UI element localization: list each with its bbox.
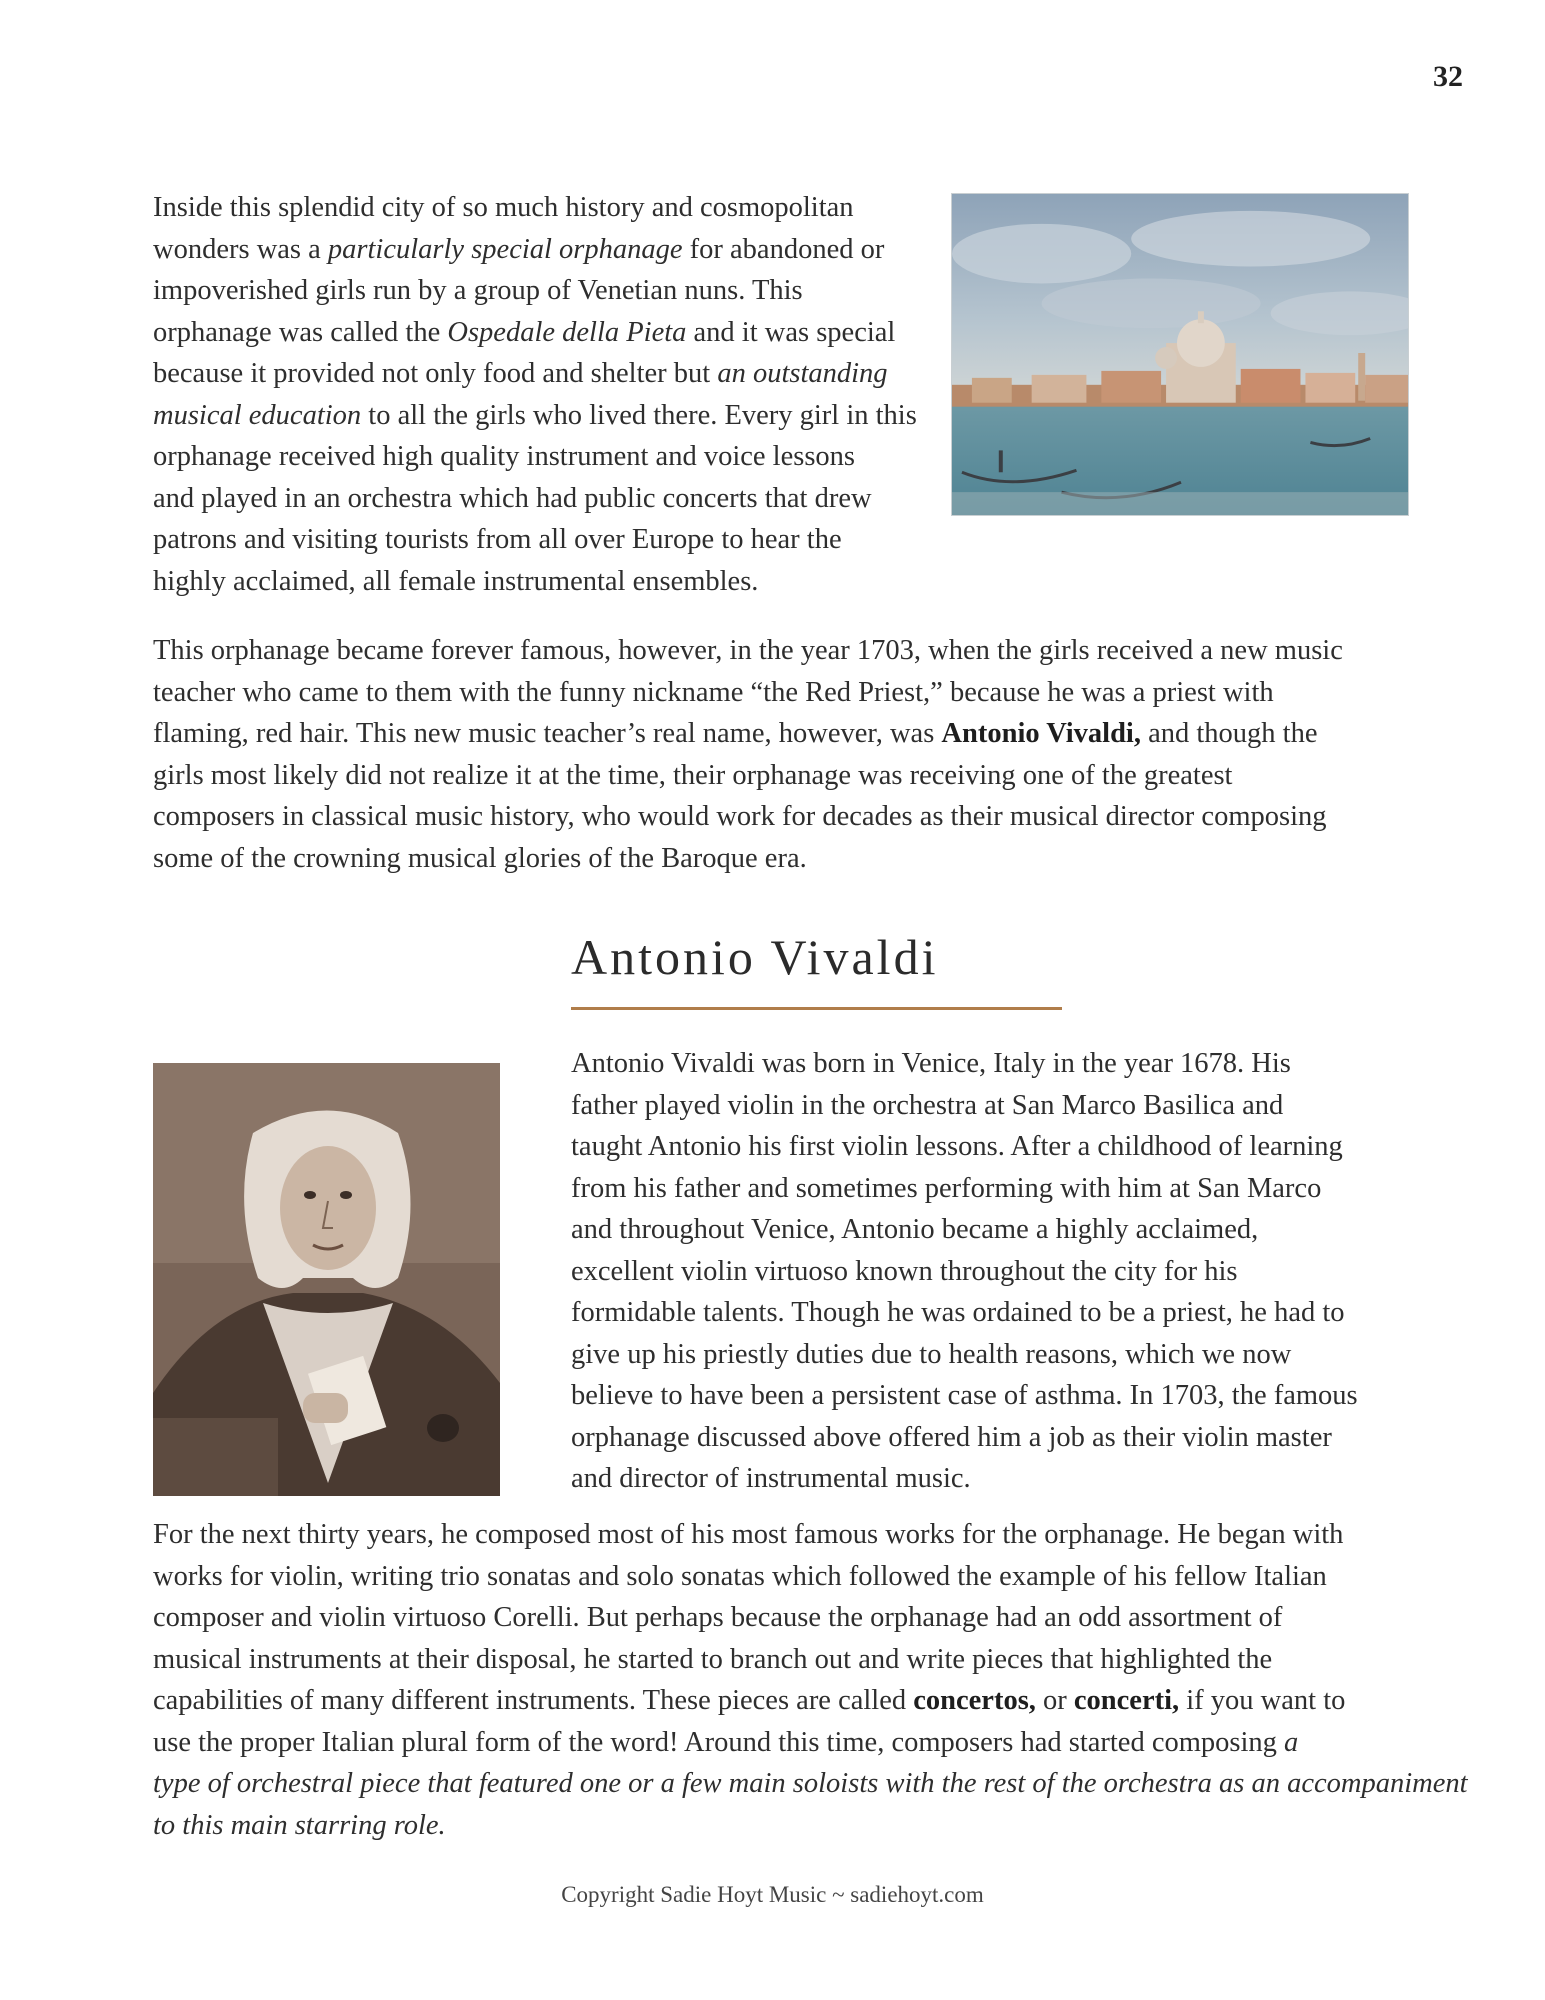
- venice-painting: [951, 193, 1409, 516]
- text-line: and director of instrumental music.: [571, 1463, 971, 1494]
- text-line: believe to have been a persistent case of asthma. In 1703, the famous: [571, 1380, 1358, 1411]
- bio-paragraph: [571, 1043, 1358, 1500]
- text-line: composer and violin virtuoso Corelli. But perhaps because the orphanage had an odd assortment of: [153, 1602, 1283, 1633]
- text-line: orphanage received high quality instrument and voice lessons: [153, 441, 856, 472]
- text-line: [153, 1805, 1468, 1847]
- text-line: give up his priestly duties due to health reasons, which we now: [571, 1338, 1292, 1370]
- text-line: excellent violin virtuoso known throughout the city for his: [571, 1255, 1238, 1287]
- emphasis-definition-2: type of orchestral piece that featured one or a few main soloists with the rest of the orchestra as an accompaniment: [153, 1768, 1468, 1799]
- text-line: teacher who came to them with the funny nickname “the Red Priest,” because he was a priest with: [153, 676, 1274, 708]
- famous-paragraph: [153, 630, 1343, 879]
- emphasis-education-2: musical education: [153, 399, 362, 431]
- text-line: wonders was a particularly special orphanage for abandoned or: [153, 233, 885, 265]
- heading-underline: [571, 1007, 1062, 1010]
- intro-paragraph: [153, 187, 917, 602]
- emphasis-ospedale: Ospedale della Pieta: [447, 316, 687, 348]
- vivaldi-portrait-art: [153, 1063, 500, 1496]
- text-line: and throughout Venice, Antonio became a highly acclaimed,: [571, 1214, 1259, 1245]
- text-line: For the next thirty years, he composed most of his most famous works for the orphanage. He began with: [153, 1519, 1344, 1550]
- concertos-paragraph: [153, 1514, 1468, 1846]
- text-line: girls most likely did not realize it at the time, their orphanage was receiving one of the greatest: [153, 759, 1233, 791]
- emphasis-education-1: an outstanding: [717, 358, 888, 389]
- text-line: Antonio Vivaldi was born in Venice, Italy in the year 1678. His: [571, 1048, 1291, 1079]
- text-line: use the proper Italian plural form of the word! Around this time, composers had started composing a: [153, 1726, 1299, 1758]
- text-line: some of the crowning musical glories of the Baroque era.: [153, 842, 807, 874]
- copyright-footer: Copyright Sadie Hoyt Music ~ sadiehoyt.com: [561, 1882, 984, 1907]
- emphasis-definition-1: a: [1284, 1726, 1299, 1758]
- text-line: Inside this splendid city of so much history and cosmopolitan: [153, 192, 854, 223]
- text-line: flaming, red hair. This new music teacher’s real name, however, was Antonio Vivaldi, and though the: [153, 718, 1318, 749]
- text-line: composers in classical music history, who would work for decades as their musical director composing: [153, 801, 1327, 832]
- text-line: and played in an orchestra which had public concerts that drew: [153, 482, 872, 514]
- text-line: because it provided not only food and shelter but an outstanding: [153, 358, 888, 389]
- text-line: impoverished girls run by a group of Venetian nuns. This: [153, 275, 803, 306]
- text-line: capabilities of many different instruments. These pieces are called concertos, or concerti, if you want to: [153, 1685, 1346, 1716]
- text-line: father played violin in the orchestra at San Marco Basilica and: [571, 1089, 1284, 1121]
- text-line: orphanage discussed above offered him a job as their violin master: [571, 1421, 1332, 1453]
- text-line: musical education to all the girls who lived there. Every girl in this: [153, 399, 917, 431]
- emphasis-orphanage: particularly special orphanage: [327, 233, 683, 265]
- emphasis-definition-3: to this main starring role.: [153, 1809, 446, 1841]
- text-line: patrons and visiting tourists from all over Europe to hear the: [153, 524, 842, 555]
- text-line: from his father and sometimes performing with him at San Marco: [571, 1172, 1322, 1204]
- bold-concerti: concerti,: [1073, 1685, 1180, 1716]
- text-line: highly acclaimed, all female instrumental ensembles.: [153, 565, 759, 597]
- text-line: [153, 1763, 1468, 1805]
- bold-concertos: concertos,: [913, 1685, 1036, 1716]
- page-number: 32: [1433, 60, 1463, 93]
- bold-vivaldi: Antonio Vivaldi,: [941, 718, 1141, 749]
- section-heading: Antonio Vivaldi: [571, 929, 939, 985]
- text-line: orphanage was called the Ospedale della Pieta and it was special: [153, 316, 896, 348]
- text-line: This orphanage became forever famous, however, in the year 1703, when the girls received a new music: [153, 635, 1343, 666]
- venice-painting-art: [952, 194, 1408, 515]
- text-line: formidable talents. Though he was ordained to be a priest, he had to: [571, 1297, 1345, 1328]
- text-line: works for violin, writing trio sonatas and solo sonatas which followed the example of his fellow Italian: [153, 1560, 1327, 1592]
- text-line: musical instruments at their disposal, he started to branch out and write pieces that highlighted the: [153, 1643, 1273, 1675]
- vivaldi-portrait: [153, 1063, 500, 1496]
- text-line: taught Antonio his first violin lessons. After a childhood of learning: [571, 1131, 1343, 1162]
